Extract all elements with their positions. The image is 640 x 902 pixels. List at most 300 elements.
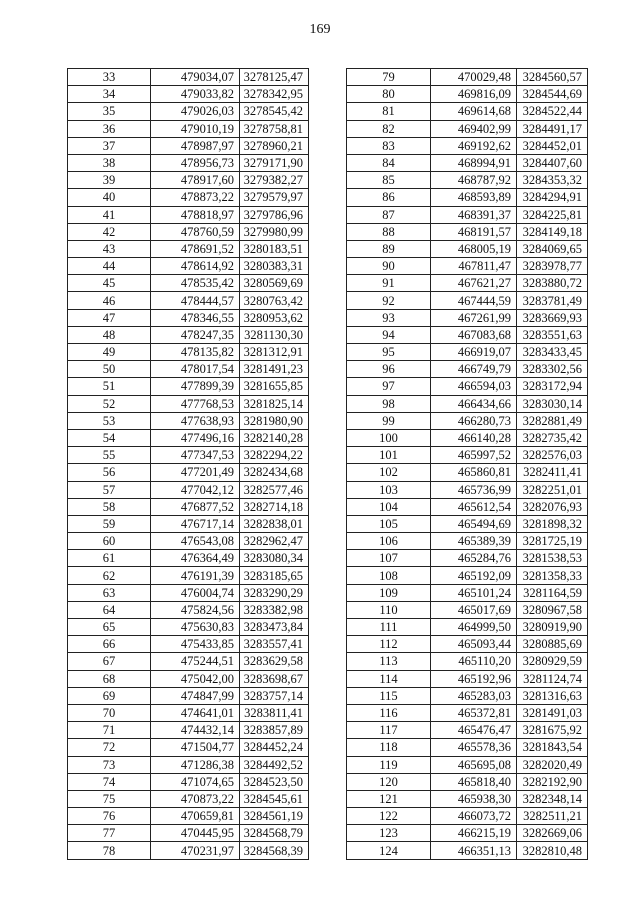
y-coordinate-cell: 3278125,47 <box>240 69 309 86</box>
x-coordinate-cell: 477638,93 <box>151 412 240 429</box>
y-coordinate-cell: 3282838,01 <box>240 515 309 532</box>
table-row <box>68 326 309 343</box>
table-row <box>68 86 309 103</box>
point-number-cell: 89 <box>347 240 431 257</box>
table-row <box>68 447 309 464</box>
table-row <box>68 808 309 825</box>
point-number-cell: 45 <box>68 275 151 292</box>
y-coordinate-cell: 3283185,65 <box>240 567 309 584</box>
point-number-cell: 71 <box>68 722 151 739</box>
y-coordinate-cell: 3282140,28 <box>240 429 309 446</box>
x-coordinate-cell: 469816,09 <box>431 86 517 103</box>
x-coordinate-cell: 465997,52 <box>431 447 517 464</box>
x-coordinate-cell: 471286,38 <box>151 756 240 773</box>
point-number-cell: 68 <box>68 670 151 687</box>
y-coordinate-cell: 3283698,67 <box>240 670 309 687</box>
point-number-cell: 104 <box>347 498 431 515</box>
point-number-cell: 47 <box>68 309 151 326</box>
point-number-cell: 115 <box>347 687 431 704</box>
x-coordinate-cell: 465192,09 <box>431 567 517 584</box>
point-number-cell: 99 <box>347 412 431 429</box>
x-coordinate-cell: 478247,35 <box>151 326 240 343</box>
table-row <box>347 825 588 842</box>
y-coordinate-cell: 3283290,29 <box>240 584 309 601</box>
x-coordinate-cell: 475630,83 <box>151 619 240 636</box>
y-coordinate-cell: 3282881,49 <box>517 412 588 429</box>
x-coordinate-cell: 475042,00 <box>151 670 240 687</box>
y-coordinate-cell: 3281655,85 <box>240 378 309 395</box>
table-row <box>68 773 309 790</box>
x-coordinate-cell: 471074,65 <box>151 773 240 790</box>
table-row <box>347 120 588 137</box>
y-coordinate-cell: 3280929,59 <box>517 653 588 670</box>
y-coordinate-cell: 3284491,17 <box>517 120 588 137</box>
point-number-cell: 65 <box>68 619 151 636</box>
table-row <box>347 756 588 773</box>
point-number-cell: 54 <box>68 429 151 446</box>
x-coordinate-cell: 470029,48 <box>431 69 517 86</box>
x-coordinate-cell: 479034,07 <box>151 69 240 86</box>
x-coordinate-cell: 464999,50 <box>431 619 517 636</box>
y-coordinate-cell: 3280967,58 <box>517 601 588 618</box>
point-number-cell: 50 <box>68 361 151 378</box>
table-row <box>68 464 309 481</box>
y-coordinate-cell: 3282576,03 <box>517 447 588 464</box>
table-row <box>347 584 588 601</box>
x-coordinate-cell: 476364,49 <box>151 550 240 567</box>
x-coordinate-cell: 466073,72 <box>431 808 517 825</box>
table-row <box>347 292 588 309</box>
x-coordinate-cell: 467083,68 <box>431 326 517 343</box>
point-number-cell: 58 <box>68 498 151 515</box>
x-coordinate-cell: 466594,03 <box>431 378 517 395</box>
table-row <box>347 739 588 756</box>
point-number-cell: 53 <box>68 412 151 429</box>
point-number-cell: 108 <box>347 567 431 584</box>
table-row <box>68 361 309 378</box>
table-row <box>347 447 588 464</box>
x-coordinate-cell: 467261,99 <box>431 309 517 326</box>
y-coordinate-cell: 3281980,90 <box>240 412 309 429</box>
point-number-cell: 63 <box>68 584 151 601</box>
x-coordinate-cell: 478987,97 <box>151 137 240 154</box>
point-number-cell: 34 <box>68 86 151 103</box>
y-coordinate-cell: 3283551,63 <box>517 326 588 343</box>
table-row <box>347 154 588 171</box>
x-coordinate-cell: 467444,59 <box>431 292 517 309</box>
table-row <box>347 533 588 550</box>
y-coordinate-cell: 3283811,41 <box>240 704 309 721</box>
table-row <box>68 344 309 361</box>
x-coordinate-cell: 474432,14 <box>151 722 240 739</box>
x-coordinate-cell: 477347,53 <box>151 447 240 464</box>
table-row <box>347 344 588 361</box>
point-number-cell: 109 <box>347 584 431 601</box>
y-coordinate-cell: 3284492,52 <box>240 756 309 773</box>
point-number-cell: 119 <box>347 756 431 773</box>
table-row <box>347 808 588 825</box>
table-row <box>347 550 588 567</box>
x-coordinate-cell: 466140,28 <box>431 429 517 446</box>
x-coordinate-cell: 479033,82 <box>151 86 240 103</box>
table-row <box>347 670 588 687</box>
table-row <box>68 137 309 154</box>
x-coordinate-cell: 469614,68 <box>431 103 517 120</box>
y-coordinate-cell: 3282411,41 <box>517 464 588 481</box>
table-row <box>347 773 588 790</box>
table-row <box>68 636 309 653</box>
x-coordinate-cell: 469192,62 <box>431 137 517 154</box>
point-number-cell: 79 <box>347 69 431 86</box>
x-coordinate-cell: 479010,19 <box>151 120 240 137</box>
y-coordinate-cell: 3283030,14 <box>517 395 588 412</box>
table-row <box>68 756 309 773</box>
y-coordinate-cell: 3278342,95 <box>240 86 309 103</box>
point-number-cell: 44 <box>68 258 151 275</box>
x-coordinate-cell: 478135,82 <box>151 344 240 361</box>
y-coordinate-cell: 3284560,57 <box>517 69 588 86</box>
point-number-cell: 82 <box>347 120 431 137</box>
point-number-cell: 35 <box>68 103 151 120</box>
x-coordinate-cell: 465578,36 <box>431 739 517 756</box>
x-coordinate-cell: 475824,56 <box>151 601 240 618</box>
table-row <box>68 172 309 189</box>
x-coordinate-cell: 465476,47 <box>431 722 517 739</box>
x-coordinate-cell: 468391,37 <box>431 206 517 223</box>
y-coordinate-cell: 3278758,81 <box>240 120 309 137</box>
table-row <box>68 653 309 670</box>
y-coordinate-cell: 3284069,65 <box>517 240 588 257</box>
y-coordinate-cell: 3280183,51 <box>240 240 309 257</box>
table-row <box>68 309 309 326</box>
x-coordinate-cell: 478444,57 <box>151 292 240 309</box>
x-coordinate-cell: 466351,13 <box>431 842 517 859</box>
x-coordinate-cell: 465372,81 <box>431 704 517 721</box>
y-coordinate-cell: 3284407,60 <box>517 154 588 171</box>
x-coordinate-cell: 478818,97 <box>151 206 240 223</box>
x-coordinate-cell: 470873,22 <box>151 790 240 807</box>
x-coordinate-cell: 465283,03 <box>431 687 517 704</box>
point-number-cell: 46 <box>68 292 151 309</box>
x-coordinate-cell: 468593,89 <box>431 189 517 206</box>
point-number-cell: 56 <box>68 464 151 481</box>
x-coordinate-cell: 465860,81 <box>431 464 517 481</box>
point-number-cell: 95 <box>347 344 431 361</box>
point-number-cell: 57 <box>68 481 151 498</box>
table-row <box>347 378 588 395</box>
table-row <box>68 601 309 618</box>
point-number-cell: 102 <box>347 464 431 481</box>
point-number-cell: 111 <box>347 619 431 636</box>
x-coordinate-cell: 475244,51 <box>151 653 240 670</box>
point-number-cell: 97 <box>347 378 431 395</box>
point-number-cell: 83 <box>347 137 431 154</box>
y-coordinate-cell: 3282577,46 <box>240 481 309 498</box>
y-coordinate-cell: 3282294,22 <box>240 447 309 464</box>
table-row <box>68 395 309 412</box>
y-coordinate-cell: 3283172,94 <box>517 378 588 395</box>
point-number-cell: 78 <box>68 842 151 859</box>
y-coordinate-cell: 3283302,56 <box>517 361 588 378</box>
table-row <box>68 103 309 120</box>
y-coordinate-cell: 3284225,81 <box>517 206 588 223</box>
x-coordinate-cell: 470231,97 <box>151 842 240 859</box>
x-coordinate-cell: 466215,19 <box>431 825 517 842</box>
table-row <box>347 790 588 807</box>
point-number-cell: 94 <box>347 326 431 343</box>
table-row <box>347 412 588 429</box>
table-row <box>347 189 588 206</box>
y-coordinate-cell: 3281675,92 <box>517 722 588 739</box>
x-coordinate-cell: 465494,69 <box>431 515 517 532</box>
point-number-cell: 123 <box>347 825 431 842</box>
point-number-cell: 101 <box>347 447 431 464</box>
y-coordinate-cell: 3281491,03 <box>517 704 588 721</box>
y-coordinate-cell: 3279579,97 <box>240 189 309 206</box>
x-coordinate-cell: 471504,77 <box>151 739 240 756</box>
table-row <box>68 292 309 309</box>
y-coordinate-cell: 3283857,89 <box>240 722 309 739</box>
table-row <box>347 619 588 636</box>
point-number-cell: 43 <box>68 240 151 257</box>
point-number-cell: 116 <box>347 704 431 721</box>
y-coordinate-cell: 3282076,93 <box>517 498 588 515</box>
table-row <box>68 739 309 756</box>
table-row <box>68 481 309 498</box>
table-row <box>68 722 309 739</box>
x-coordinate-cell: 465695,08 <box>431 756 517 773</box>
y-coordinate-cell: 3284545,61 <box>240 790 309 807</box>
point-number-cell: 76 <box>68 808 151 825</box>
y-coordinate-cell: 3280919,90 <box>517 619 588 636</box>
y-coordinate-cell: 3281898,32 <box>517 515 588 532</box>
point-number-cell: 92 <box>347 292 431 309</box>
table-row <box>68 378 309 395</box>
point-number-cell: 33 <box>68 69 151 86</box>
point-number-cell: 59 <box>68 515 151 532</box>
x-coordinate-cell: 468005,19 <box>431 240 517 257</box>
y-coordinate-cell: 3281491,23 <box>240 361 309 378</box>
y-coordinate-cell: 3282735,42 <box>517 429 588 446</box>
x-coordinate-cell: 465736,99 <box>431 481 517 498</box>
point-number-cell: 124 <box>347 842 431 859</box>
point-number-cell: 62 <box>68 567 151 584</box>
point-number-cell: 105 <box>347 515 431 532</box>
y-coordinate-cell: 3283880,72 <box>517 275 588 292</box>
coordinates-table-left <box>67 68 309 860</box>
point-number-cell: 36 <box>68 120 151 137</box>
y-coordinate-cell: 3282962,47 <box>240 533 309 550</box>
point-number-cell: 86 <box>347 189 431 206</box>
x-coordinate-cell: 478956,73 <box>151 154 240 171</box>
table-row <box>68 412 309 429</box>
table-row <box>347 206 588 223</box>
x-coordinate-cell: 465192,96 <box>431 670 517 687</box>
table-row <box>68 189 309 206</box>
y-coordinate-cell: 3280885,69 <box>517 636 588 653</box>
table-row <box>347 653 588 670</box>
y-coordinate-cell: 3283382,98 <box>240 601 309 618</box>
y-coordinate-cell: 3281538,53 <box>517 550 588 567</box>
table-row <box>347 172 588 189</box>
x-coordinate-cell: 477899,39 <box>151 378 240 395</box>
point-number-cell: 75 <box>68 790 151 807</box>
point-number-cell: 93 <box>347 309 431 326</box>
x-coordinate-cell: 468787,92 <box>431 172 517 189</box>
point-number-cell: 96 <box>347 361 431 378</box>
point-number-cell: 117 <box>347 722 431 739</box>
table-row <box>68 429 309 446</box>
point-number-cell: 106 <box>347 533 431 550</box>
table-row <box>68 120 309 137</box>
table-row <box>347 636 588 653</box>
point-number-cell: 51 <box>68 378 151 395</box>
table-row <box>347 326 588 343</box>
page-number: 169 <box>309 22 331 37</box>
y-coordinate-cell: 3283669,93 <box>517 309 588 326</box>
table-row <box>68 550 309 567</box>
table-row <box>68 69 309 86</box>
x-coordinate-cell: 477201,49 <box>151 464 240 481</box>
table-row <box>68 670 309 687</box>
table-row <box>68 825 309 842</box>
table-row <box>347 481 588 498</box>
point-number-cell: 37 <box>68 137 151 154</box>
table-row <box>347 687 588 704</box>
y-coordinate-cell: 3278960,21 <box>240 137 309 154</box>
y-coordinate-cell: 3284523,50 <box>240 773 309 790</box>
point-number-cell: 90 <box>347 258 431 275</box>
x-coordinate-cell: 465389,39 <box>431 533 517 550</box>
table-row <box>347 395 588 412</box>
table-row <box>68 223 309 240</box>
y-coordinate-cell: 3281843,54 <box>517 739 588 756</box>
table-row <box>347 429 588 446</box>
y-coordinate-cell: 3283629,58 <box>240 653 309 670</box>
x-coordinate-cell: 478614,92 <box>151 258 240 275</box>
table-row <box>68 498 309 515</box>
x-coordinate-cell: 465284,76 <box>431 550 517 567</box>
y-coordinate-cell: 3279171,90 <box>240 154 309 171</box>
x-coordinate-cell: 465017,69 <box>431 601 517 618</box>
y-coordinate-cell: 3283781,49 <box>517 292 588 309</box>
x-coordinate-cell: 476877,52 <box>151 498 240 515</box>
point-number-cell: 81 <box>347 103 431 120</box>
y-coordinate-cell: 3280569,69 <box>240 275 309 292</box>
point-number-cell: 39 <box>68 172 151 189</box>
table-row <box>68 842 309 859</box>
point-number-cell: 122 <box>347 808 431 825</box>
point-number-cell: 72 <box>68 739 151 756</box>
table-row <box>68 584 309 601</box>
y-coordinate-cell: 3282020,49 <box>517 756 588 773</box>
y-coordinate-cell: 3284544,69 <box>517 86 588 103</box>
point-number-cell: 100 <box>347 429 431 446</box>
point-number-cell: 38 <box>68 154 151 171</box>
x-coordinate-cell: 478691,52 <box>151 240 240 257</box>
x-coordinate-cell: 476717,14 <box>151 515 240 532</box>
table-row <box>68 240 309 257</box>
x-coordinate-cell: 478760,59 <box>151 223 240 240</box>
y-coordinate-cell: 3284353,32 <box>517 172 588 189</box>
y-coordinate-cell: 3281725,19 <box>517 533 588 550</box>
table-row <box>347 704 588 721</box>
y-coordinate-cell: 3281312,91 <box>240 344 309 361</box>
table-row <box>347 567 588 584</box>
table-row <box>347 258 588 275</box>
y-coordinate-cell: 3283433,45 <box>517 344 588 361</box>
x-coordinate-cell: 470659,81 <box>151 808 240 825</box>
x-coordinate-cell: 470445,95 <box>151 825 240 842</box>
point-number-cell: 60 <box>68 533 151 550</box>
point-number-cell: 91 <box>347 275 431 292</box>
x-coordinate-cell: 465110,20 <box>431 653 517 670</box>
point-number-cell: 55 <box>68 447 151 464</box>
point-number-cell: 85 <box>347 172 431 189</box>
point-number-cell: 41 <box>68 206 151 223</box>
x-coordinate-cell: 467621,27 <box>431 275 517 292</box>
point-number-cell: 66 <box>68 636 151 653</box>
table-row <box>68 154 309 171</box>
table-row <box>68 790 309 807</box>
x-coordinate-cell: 477496,16 <box>151 429 240 446</box>
x-coordinate-cell: 466749,79 <box>431 361 517 378</box>
table-row <box>68 704 309 721</box>
y-coordinate-cell: 3279786,96 <box>240 206 309 223</box>
table-row <box>347 498 588 515</box>
y-coordinate-cell: 3283757,14 <box>240 687 309 704</box>
table-row <box>68 206 309 223</box>
x-coordinate-cell: 466280,73 <box>431 412 517 429</box>
y-coordinate-cell: 3281130,30 <box>240 326 309 343</box>
point-number-cell: 120 <box>347 773 431 790</box>
x-coordinate-cell: 476191,39 <box>151 567 240 584</box>
y-coordinate-cell: 3284522,44 <box>517 103 588 120</box>
y-coordinate-cell: 3284149,18 <box>517 223 588 240</box>
point-number-cell: 61 <box>68 550 151 567</box>
x-coordinate-cell: 468994,91 <box>431 154 517 171</box>
coordinates-table-right <box>346 68 588 860</box>
x-coordinate-cell: 474847,99 <box>151 687 240 704</box>
table-row <box>68 567 309 584</box>
table-row <box>347 137 588 154</box>
table-row <box>347 240 588 257</box>
point-number-cell: 42 <box>68 223 151 240</box>
y-coordinate-cell: 3282348,14 <box>517 790 588 807</box>
point-number-cell: 67 <box>68 653 151 670</box>
y-coordinate-cell: 3282511,21 <box>517 808 588 825</box>
y-coordinate-cell: 3282251,01 <box>517 481 588 498</box>
y-coordinate-cell: 3282434,68 <box>240 464 309 481</box>
y-coordinate-cell: 3284561,19 <box>240 808 309 825</box>
y-coordinate-cell: 3279382,27 <box>240 172 309 189</box>
x-coordinate-cell: 477042,12 <box>151 481 240 498</box>
y-coordinate-cell: 3282810,48 <box>517 842 588 859</box>
y-coordinate-cell: 3284568,79 <box>240 825 309 842</box>
table-row <box>68 275 309 292</box>
point-number-cell: 77 <box>68 825 151 842</box>
point-number-cell: 98 <box>347 395 431 412</box>
point-number-cell: 87 <box>347 206 431 223</box>
x-coordinate-cell: 469402,99 <box>431 120 517 137</box>
point-number-cell: 73 <box>68 756 151 773</box>
table-row <box>68 258 309 275</box>
table-row <box>347 361 588 378</box>
point-number-cell: 64 <box>68 601 151 618</box>
x-coordinate-cell: 468191,57 <box>431 223 517 240</box>
x-coordinate-cell: 478917,60 <box>151 172 240 189</box>
x-coordinate-cell: 467811,47 <box>431 258 517 275</box>
